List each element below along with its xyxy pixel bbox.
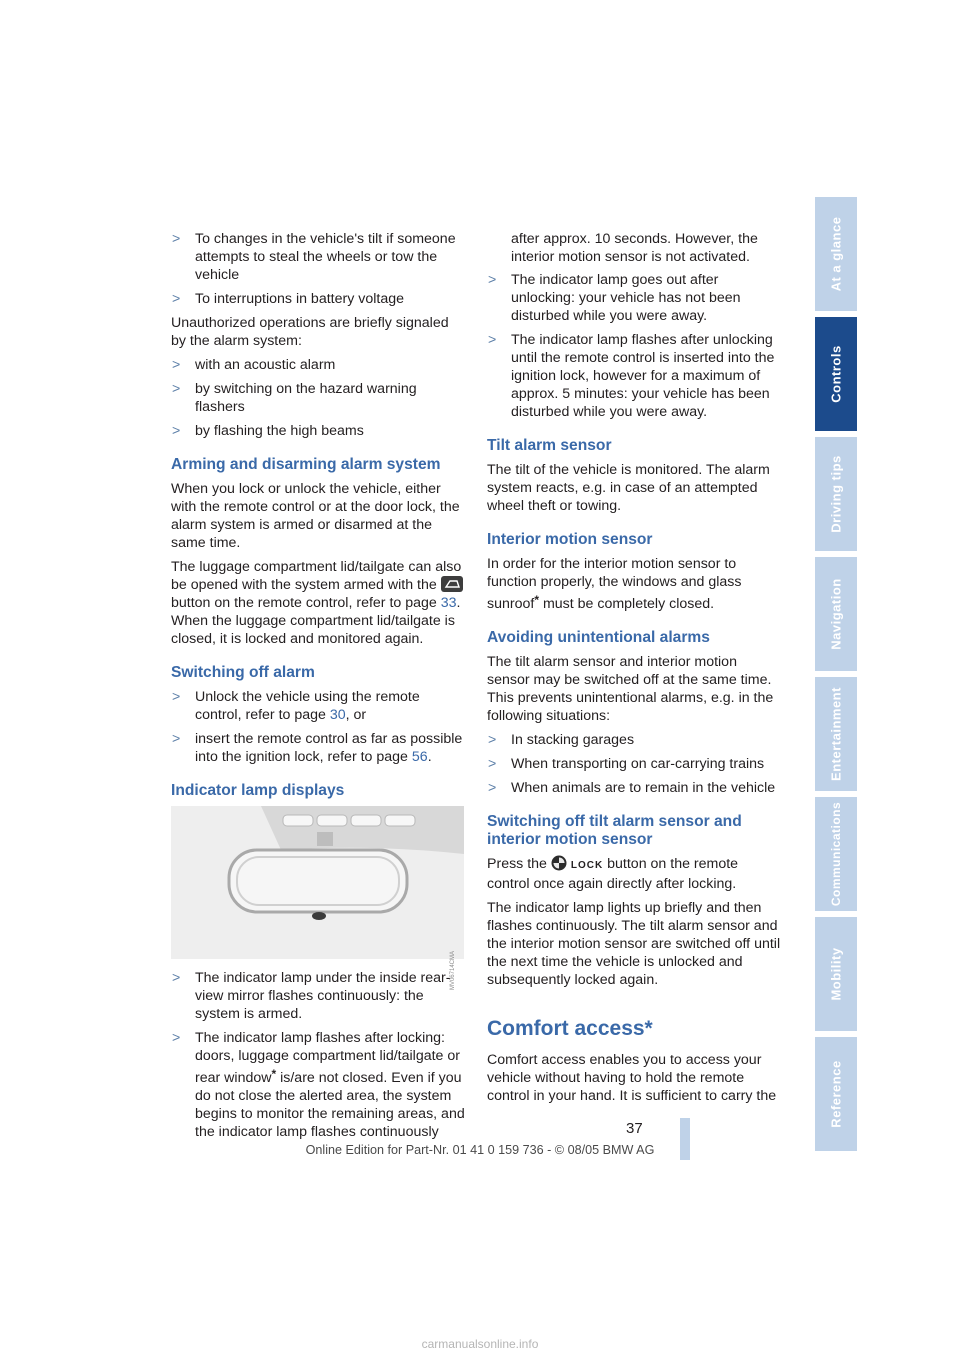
list-item: > The indicator lamp flashes after locking: doors, luggage compartment lid/tailgate or rear window* is/are not closed. Even if you do not close the alerted area, the system begins to monitor the remaining areas, and the indicator lamp flashes continuously <box>172 1030 465 1140</box>
list-item: > insert the remote control as far as possible into the ignition lock, refer to page 56. <box>172 731 463 765</box>
page-link-30[interactable]: 30 <box>329 707 346 723</box>
page-link-33[interactable]: 33 <box>440 595 457 611</box>
page-link-56[interactable]: 56 <box>411 749 428 765</box>
list-item: > by switching on the hazard warning flashers <box>172 381 417 415</box>
list-item: > To changes in the vehicle's tilt if someone attempts to steal the wheels or tow the vehicle <box>172 231 456 283</box>
section-heading-indicator: Indicator lamp displays <box>171 782 345 799</box>
section-heading-switching-off: Switching off alarm <box>171 664 315 681</box>
list-item: > The indicator lamp flashes after unlocking until the remote control is inserted into the ignition lock, however for a maximum of approx. 5 minutes: your vehicle has been disturbed while you were away. <box>488 332 775 420</box>
footer-text: Online Edition for Part-Nr. 01 41 0 159 736 - © 08/05 BMW AG <box>305 1143 655 1157</box>
section-heading-comfort-access: Comfort access* <box>487 1017 653 1040</box>
paragraph: In order for the interior motion sensor to function properly, the windows and glass sunroof* must be completely closed. <box>487 556 742 612</box>
section-heading-switch-sensor: Switching off tilt alarm sensor and interior motion sensor <box>487 813 742 848</box>
list-item: > When animals are to remain in the vehicle <box>488 780 776 796</box>
paragraph: Comfort access enables you to access your vehicle without having to hold the remote control in your hand. It is sufficient to carry the <box>487 1052 777 1104</box>
page-number: 37 <box>626 1120 643 1137</box>
paragraph: The luggage compartment lid/tailgate can also be opened with the system armed with the button on the remote control, refer to page 33. When the luggage compartment lid/tailgate is closed, it is locked and monitored again. <box>171 559 462 647</box>
paragraph: Unauthorized operations are briefly signaled by the alarm system: <box>171 315 449 349</box>
paragraph: The tilt of the vehicle is monitored. The alarm system reacts, e.g. in case of an attempted wheel theft or towing. <box>487 462 770 514</box>
list-item: > The indicator lamp goes out after unlocking: your vehicle has not been disturbed while you were away. <box>488 272 741 324</box>
right-column <box>487 230 783 1111</box>
section-heading-arming: Arming and disarming alarm system <box>171 456 441 473</box>
paragraph: after approx. 10 seconds. However, the interior motion sensor is not activated. <box>511 231 758 265</box>
paragraph: Press the LOCK button on the remote control once again directly after locking. <box>487 856 739 892</box>
left-column <box>171 230 467 1147</box>
tab-communications[interactable]: Communications <box>815 797 857 914</box>
section-tabs <box>815 197 857 1160</box>
section-heading-avoiding: Avoiding unintentional alarms <box>487 629 710 646</box>
tab-navigation[interactable]: Navigation <box>815 557 857 674</box>
rearview-mirror-image: MV06714CMA <box>171 806 464 959</box>
list-item: > When transporting on car-carrying trains <box>488 756 765 772</box>
list-item: > by flashing the high beams <box>172 423 364 439</box>
paragraph: When you lock or unlock the vehicle, either with the remote control or at the door lock, the alarm system is armed or disarmed at the same time. <box>171 481 460 551</box>
tab-mobility[interactable]: Mobility <box>815 917 857 1034</box>
section-heading-tilt: Tilt alarm sensor <box>487 437 612 454</box>
tab-controls[interactable]: Controls <box>815 317 857 434</box>
list-item: > Unlock the vehicle using the remote control, refer to page 30, or <box>172 689 420 723</box>
lock-label: LOCK <box>570 860 604 871</box>
section-heading-interior: Interior motion sensor <box>487 531 653 548</box>
list-item: > In stacking garages <box>488 732 635 748</box>
list-item: > The indicator lamp under the inside rear-view mirror flashes continuously: the system is armed. <box>172 970 451 1022</box>
tab-reference[interactable]: Reference <box>815 1037 857 1154</box>
tab-at-a-glance[interactable]: At a glance <box>815 197 857 314</box>
tailgate-button-icon <box>441 576 463 592</box>
rearview-mirror-illustration <box>171 806 464 959</box>
tab-entertainment[interactable]: Entertainment <box>815 677 857 794</box>
watermark: carmanualsonline.info <box>421 1337 539 1351</box>
tab-driving-tips[interactable]: Driving tips <box>815 437 857 554</box>
paragraph: The tilt alarm sensor and interior motion sensor may be switched off at the same time. This prevents unintentional alarms, e.g. in the following situations: <box>487 654 774 724</box>
bmw-lock-button-icon <box>551 855 567 871</box>
list-item: > To interruptions in battery voltage <box>172 291 404 307</box>
paragraph: The indicator lamp lights up briefly and then flashes continuously. The tilt alarm sensor and the interior motion sensor are switched off until the next time the vehicle is unlocked and subsequently locked again. <box>487 900 781 988</box>
list-item: > with an acoustic alarm <box>172 357 336 373</box>
